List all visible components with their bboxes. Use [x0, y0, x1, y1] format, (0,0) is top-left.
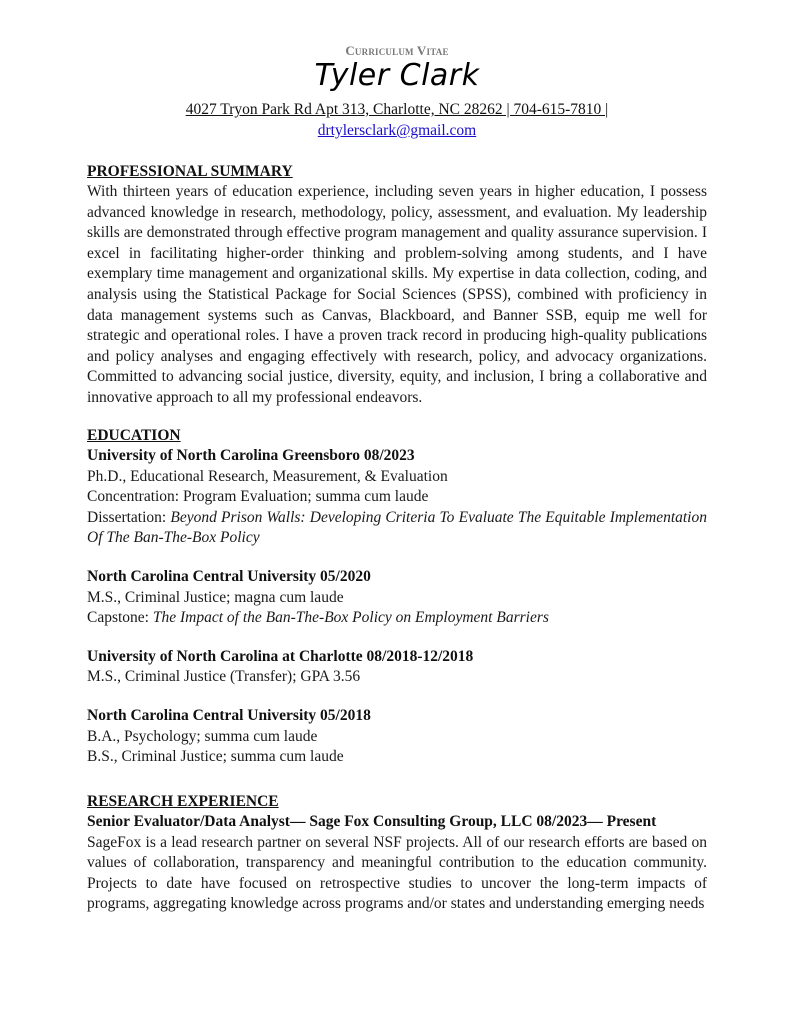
- degree-line: M.S., Criminal Justice (Transfer); GPA 3.56: [87, 668, 361, 686]
- email-link[interactable]: drtylersclark@gmail.com: [317, 122, 477, 139]
- professional-summary-section: [87, 162, 707, 409]
- research-experience-section: [87, 792, 707, 915]
- education-entry: [87, 647, 707, 688]
- education-entry-title: North Carolina Central University 05/2020: [87, 567, 371, 585]
- degree-line: B.S., Criminal Justice; summa cum laude: [87, 748, 344, 766]
- degree-line: Ph.D., Educational Research, Measurement, & Evaluation: [87, 467, 448, 485]
- capstone-label: Capstone:: [87, 609, 153, 627]
- section-heading-summary: PROFESSIONAL SUMMARY: [87, 163, 293, 180]
- document-label: Curriculum Vitae: [345, 43, 449, 58]
- education-entry: [87, 706, 707, 768]
- contact-email: [87, 122, 707, 140]
- candidate-name: Tyler Clark: [314, 58, 480, 93]
- education-entry-title: North Carolina Central University 05/2018: [87, 706, 371, 724]
- dissertation-label: Dissertation:: [87, 508, 171, 526]
- capstone-title: The Impact of the Ban-The-Box Policy on Employment Barriers: [152, 609, 549, 627]
- concentration-line: Concentration: Program Evaluation; summa cum laude: [87, 488, 429, 506]
- contact-address: 4027 Tryon Park Rd Apt 313, Charlotte, NC 28262 | 704-615-7810 |: [185, 101, 609, 118]
- dissertation-line: [87, 508, 707, 549]
- summary-text: With thirteen years of education experience, including seven years in higher education, I possess advanced knowledge in research, methodology, policy, assessment, and evaluation. My leadership skills are demonstrated through effective program management and quality assurance supervision. I excel in facilitating higher-order thinking and problem-solving among students, and I have exemplary time management and organizational skills. My expertise in data collection, coding, and analysis using the Statistical Package for Social Sciences (SPSS), combined with proficiency in data management systems such as Canvas, Blackboard, and Banner SSB, equip me well for strategic and operational roles. I have a proven track record in producing high-quality publications and policy analyses and engaging effectively with research, policy, and advocacy organizations. Committed to advancing social justice, diversity, equity, and inclusion, I bring a collaborative and innovative approach to all my professional endeavors.: [87, 183, 707, 406]
- education-entry-title: University of North Carolina at Charlotte 08/2018-12/2018: [87, 647, 474, 665]
- section-heading-research: RESEARCH EXPERIENCE: [87, 793, 279, 810]
- degree-line: B.A., Psychology; summa cum laude: [87, 727, 318, 745]
- education-entry: [87, 446, 707, 549]
- section-heading-education: EDUCATION: [87, 427, 181, 444]
- education-entry: [87, 567, 707, 629]
- education-section: [87, 426, 707, 768]
- education-entry-title: University of North Carolina Greensboro 08/2023: [87, 447, 415, 464]
- dissertation-title: Beyond Prison Walls: Developing Criteria To Evaluate The Equitable Implementation Of The Ban-The-Box Policy: [87, 508, 707, 547]
- research-entry-text: SageFox is a lead research partner on several NSF projects. All of our research efforts are based on values of collaboration, transparency and meaningful contribution to the education community. Projects to date have focused on retrospective studies to uncover the long-term impacts of programs, aggregating knowledge across programs and/or states and understanding emerging needs: [87, 833, 707, 913]
- degree-line: M.S., Criminal Justice; magna cum laude: [87, 588, 344, 606]
- research-entry-title: Senior Evaluator/Data Analyst— Sage Fox Consulting Group, LLC 08/2023— Present: [87, 813, 657, 830]
- capstone-line: [87, 608, 707, 629]
